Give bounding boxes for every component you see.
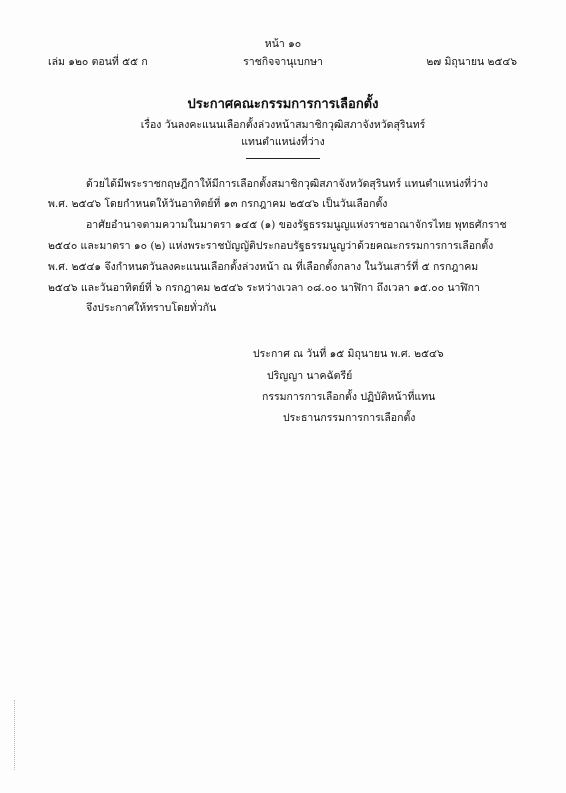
title-divider [246,158,320,159]
announcement-title: ประกาศคณะกรรมการการเลือกตั้ง [187,97,379,112]
signatory-position: กรรมการการเลือกตั้ง ปฏิบัติหน้าที่แทน [262,391,436,403]
body-paragraph-2-line-1: อาศัยอำนาจตามความในมาตรา ๑๔๕ (๑) ของรัฐธรรมนูญแห่งราชอาณาจักรไทย พุทธศักราช [86,219,507,231]
signatory-position-line2: ประธานกรรมการการเลือกตั้ง [283,412,416,424]
volume-issue: เล่ม ๑๒๐ ตอนที่ ๕๕ ก [48,56,148,68]
body-paragraph-1-line-2: พ.ศ. ๒๕๔๖ โดยกำหนดให้วันอาทิตย์ที่ ๑๓ กรกฎาคม ๒๕๔๖ เป็นวันเลือกตั้ง [48,198,388,210]
body-paragraph-2-line-3: พ.ศ. ๒๕๔๑ จึงกำหนดวันลงคะแนนเลือกตั้งล่วงหน้า ณ ที่เลือกตั้งกลาง ในวันเสาร์ที่ ๕ กรกฎาคม [48,261,479,273]
body-paragraph-1-line-1: ด้วยได้มีพระราชกฤษฎีกาให้มีการเลือกตั้งสมาชิกวุฒิสภาจังหวัดสุรินทร์ แทนตำแหน่งที่ว่าง [86,178,488,190]
body-paragraph-2-line-4: ๒๕๔๖ และวันอาทิตย์ที่ ๖ กรกฎาคม ๒๕๔๖ ระหว่างเวลา ๐๘.๐๐ นาฬิกา ถึงเวลา ๑๕.๐๐ นาฬิกา [48,282,480,294]
signature-date: ประกาศ ณ วันที่ ๑๕ มิถุนายน พ.ศ. ๒๕๔๖ [253,348,444,360]
scan-margin-specks [14,700,17,770]
signatory-name: ปริญญา นาคฉัตรีย์ [267,370,353,382]
body-paragraph-3: จึงประกาศให้ทราบโดยทั่วกัน [86,302,217,314]
announcement-subject-line2: แทนตำแหน่งที่ว่าง [241,136,325,148]
gazette-date: ๒๗ มิถุนายน ๒๕๔๖ [426,56,517,68]
gazette-name: ราชกิจจานุเบกษา [243,56,323,68]
body-paragraph-2-line-2: ๒๕๔๐ และมาตรา ๑๐ (๒) แห่งพระราชบัญญัติประกอบรัฐธรรมนูญว่าด้วยคณะกรรมการการเลือกตั้ง [48,240,494,252]
announcement-subject: เรื่อง วันลงคะแนนเลือกตั้งล่วงหน้าสมาชิกวุฒิสภาจังหวัดสุรินทร์ [140,119,426,131]
page-number: หน้า ๑๐ [264,38,302,50]
